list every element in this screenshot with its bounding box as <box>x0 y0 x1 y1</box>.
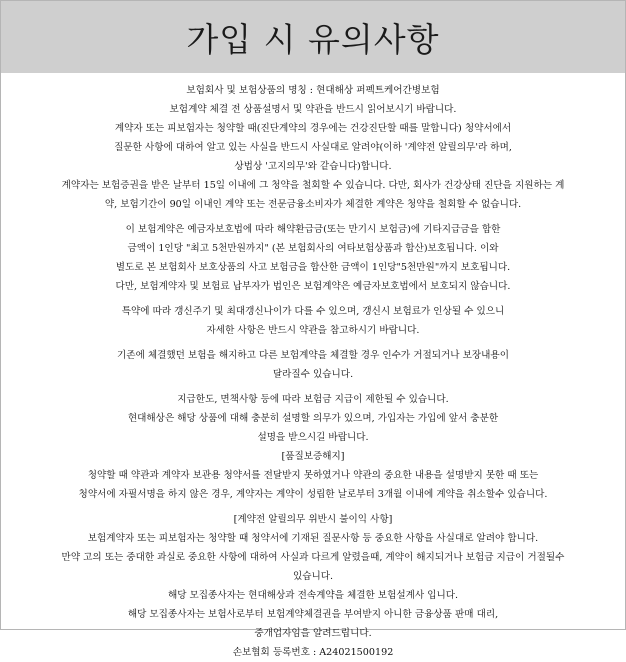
notice-paragraph <box>1 447 625 504</box>
header-bar <box>1 1 625 73</box>
notice-paragraph <box>1 586 625 605</box>
notice-paragraph <box>1 346 625 384</box>
notice-paragraph <box>1 605 625 643</box>
notice-line: 손보협회 등록번호 : A24021500192 <box>232 647 394 658</box>
notice-line: 설명을 받으시길 바랍니다. <box>257 432 369 443</box>
notice-line: 있습니다. <box>292 571 334 582</box>
notice-paragraph <box>1 409 625 447</box>
notice-line: 별도로 본 보험회사 보호상품의 사고 보험금을 합산한 금액이 1인당"5천만원"까지 보호됩니다. <box>115 262 511 273</box>
notice-line: 자세한 사항은 반드시 약관을 참고하시기 바랍니다. <box>206 325 420 336</box>
notice-paragraph <box>1 510 625 586</box>
notice-line: 보험회사 및 보험상품의 명칭 : 현대해상 퍼펙트케어간병보험 <box>186 85 440 96</box>
notice-line: 달라질수 있습니다. <box>272 369 354 380</box>
notice-line: 특약에 따라 갱신주기 및 최대갱신나이가 다를 수 있으며, 갱신시 보험료가 인상될 수 있으니 <box>121 306 505 317</box>
notice-paragraph <box>1 643 625 662</box>
notice-line: 청약서에 자필서명을 하지 않은 경우, 계약자는 계약이 성립한 날로부터 3개월 이내에 계약을 취소할수 있습니다. <box>78 489 548 500</box>
notice-line: 청약할 때 약관과 계약자 보관용 청약서를 전달받지 못하였거나 약관의 중요한 내용을 설명받지 못한 때 또는 <box>87 470 539 481</box>
notice-paragraph <box>1 390 625 409</box>
notice-paragraph <box>1 100 625 119</box>
notice-line: 현대해상은 해당 상품에 대해 충분히 설명할 의무가 있으며, 가입자는 가입에 앞서 충분한 <box>127 413 499 424</box>
notice-line: 만약 고의 또는 중대한 과실로 중요한 사항에 대하여 사실과 다르게 알렸을때, 계약이 해지되거나 보험금 지급이 거절될수 <box>61 552 565 563</box>
notice-body <box>1 73 625 662</box>
notice-line: 이 보험계약은 예금자보호법에 따라 해약환급금(또는 만기시 보험금)에 기타지급금을 합한 <box>125 224 501 235</box>
notice-line: [품질보증해지] <box>281 451 345 462</box>
notice-paragraph <box>1 81 625 100</box>
notice-paragraph <box>1 119 625 176</box>
notice-line: 해당 모집종사자는 현대해상과 전속계약을 체결한 보험설계사 입니다. <box>167 590 459 601</box>
page-title: 가입 시 유의사항 <box>186 19 440 59</box>
notice-paragraph <box>1 220 625 296</box>
notice-line: 기존에 체결했던 보험을 해지하고 다른 보험계약을 체결할 경우 인수가 거절되거나 보장내용이 <box>117 350 509 361</box>
notice-line: 지급한도, 면책사항 등에 따라 보험금 지급이 제한될 수 있습니다. <box>177 394 449 405</box>
notice-line: 약, 보험기간이 90일 이내인 계약 또는 전문금융소비자가 체결한 계약은 청약을 철회할 수 없습니다. <box>104 199 522 210</box>
notice-line: 상법상 '고지의무'와 같습니다)합니다. <box>234 161 392 172</box>
notice-line: 해당 모집종사자는 보험사로부터 보험계약체결권을 부여받지 아니한 금융상품 판매 대리, <box>127 609 499 620</box>
notice-line: 다만, 보험계약자 및 보험료 납부자가 법인은 보험계약은 예금자보호법에서 보호되지 않습니다. <box>115 281 511 292</box>
notice-line: 보험계약 체결 전 상품설명서 및 약관을 반드시 읽어보시기 바랍니다. <box>169 104 457 115</box>
notice-line: [계약전 알릴의무 위반시 불이익 사항] <box>233 514 393 525</box>
notice-paragraph <box>1 176 625 214</box>
notice-line: 질문한 사항에 대하여 알고 있는 사실을 반드시 사실대로 알려야(이하 '계약전 알릴의무'라 하며, <box>114 142 512 153</box>
notice-line: 계약자는 보험증권을 받은 날부터 15일 이내에 그 청약을 철회할 수 있습니다. 다만, 회사가 건강상태 진단을 지원하는 계 <box>61 180 565 191</box>
notice-line: 금액이 1인당 "최고 5천만원까지" (본 보험회사의 여타보험상품과 합산)보호됩니다. 이와 <box>127 243 499 254</box>
notice-paragraph <box>1 302 625 340</box>
notice-line: 중개업자임을 알려드립니다. <box>254 628 372 639</box>
notice-line: 보험계약자 또는 피보험자는 청약할 때 청약서에 기재된 질문사항 등 중요한 사항을 사실대로 알려야 합니다. <box>87 533 539 544</box>
notice-line: 계약자 또는 피보험자는 청약할 때(진단계약의 경우에는 건강진단할 때를 말합니다) 청약서에서 <box>114 123 512 134</box>
